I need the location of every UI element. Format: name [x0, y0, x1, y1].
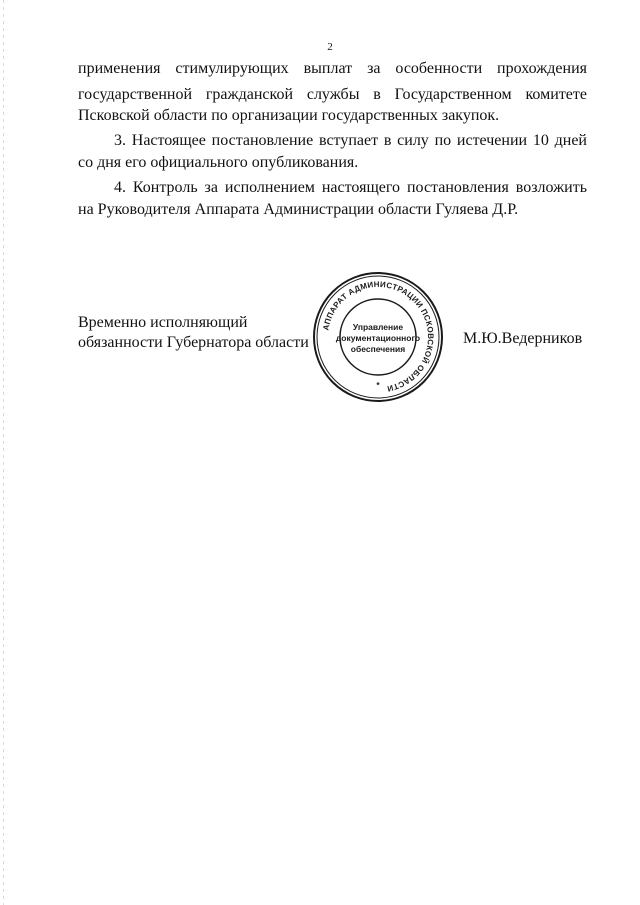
body-line-1: применения стимулирующих выплат за особенности прохождения	[78, 60, 587, 77]
body-line-5: со дня его официального опубликования.	[78, 154, 359, 171]
seal-center-line-3: обеспечения	[350, 344, 406, 354]
body-line-4: 3. Настоящее постановление вступает в силу по истечении 10 дней	[114, 132, 587, 149]
seal-center-line-1: Управление	[352, 322, 404, 332]
body-line-2: государственной гражданской службы в Государственном комитете	[78, 86, 587, 103]
body-line-7: на Руководителя Аппарата Администрации области Гуляева Д.Р.	[78, 201, 519, 218]
signature-position	[78, 313, 309, 353]
signature-position-line-2: обязанности Губернатора области	[78, 334, 309, 351]
seal-star: *	[376, 380, 380, 390]
signatory-name: М.Ю.Ведерников	[463, 330, 583, 347]
signature-position-line-1: Временно исполняющий	[78, 314, 248, 331]
seal-ring-text: АППАРАТ АДМИНИСТРАЦИИ ПСКОВСКОЙ ОБЛАСТИ	[321, 279, 436, 394]
scan-left-edge	[3, 0, 4, 905]
official-seal	[311, 270, 445, 404]
body-line-6: 4. Контроль за исполнением настоящего постановления возложить	[114, 179, 587, 196]
page-number: 2	[327, 41, 333, 53]
seal-svg	[311, 270, 445, 404]
seal-center-line-2: документационного	[335, 333, 421, 343]
body-line-3: Псковской области по организации государственных закупок.	[78, 107, 500, 124]
